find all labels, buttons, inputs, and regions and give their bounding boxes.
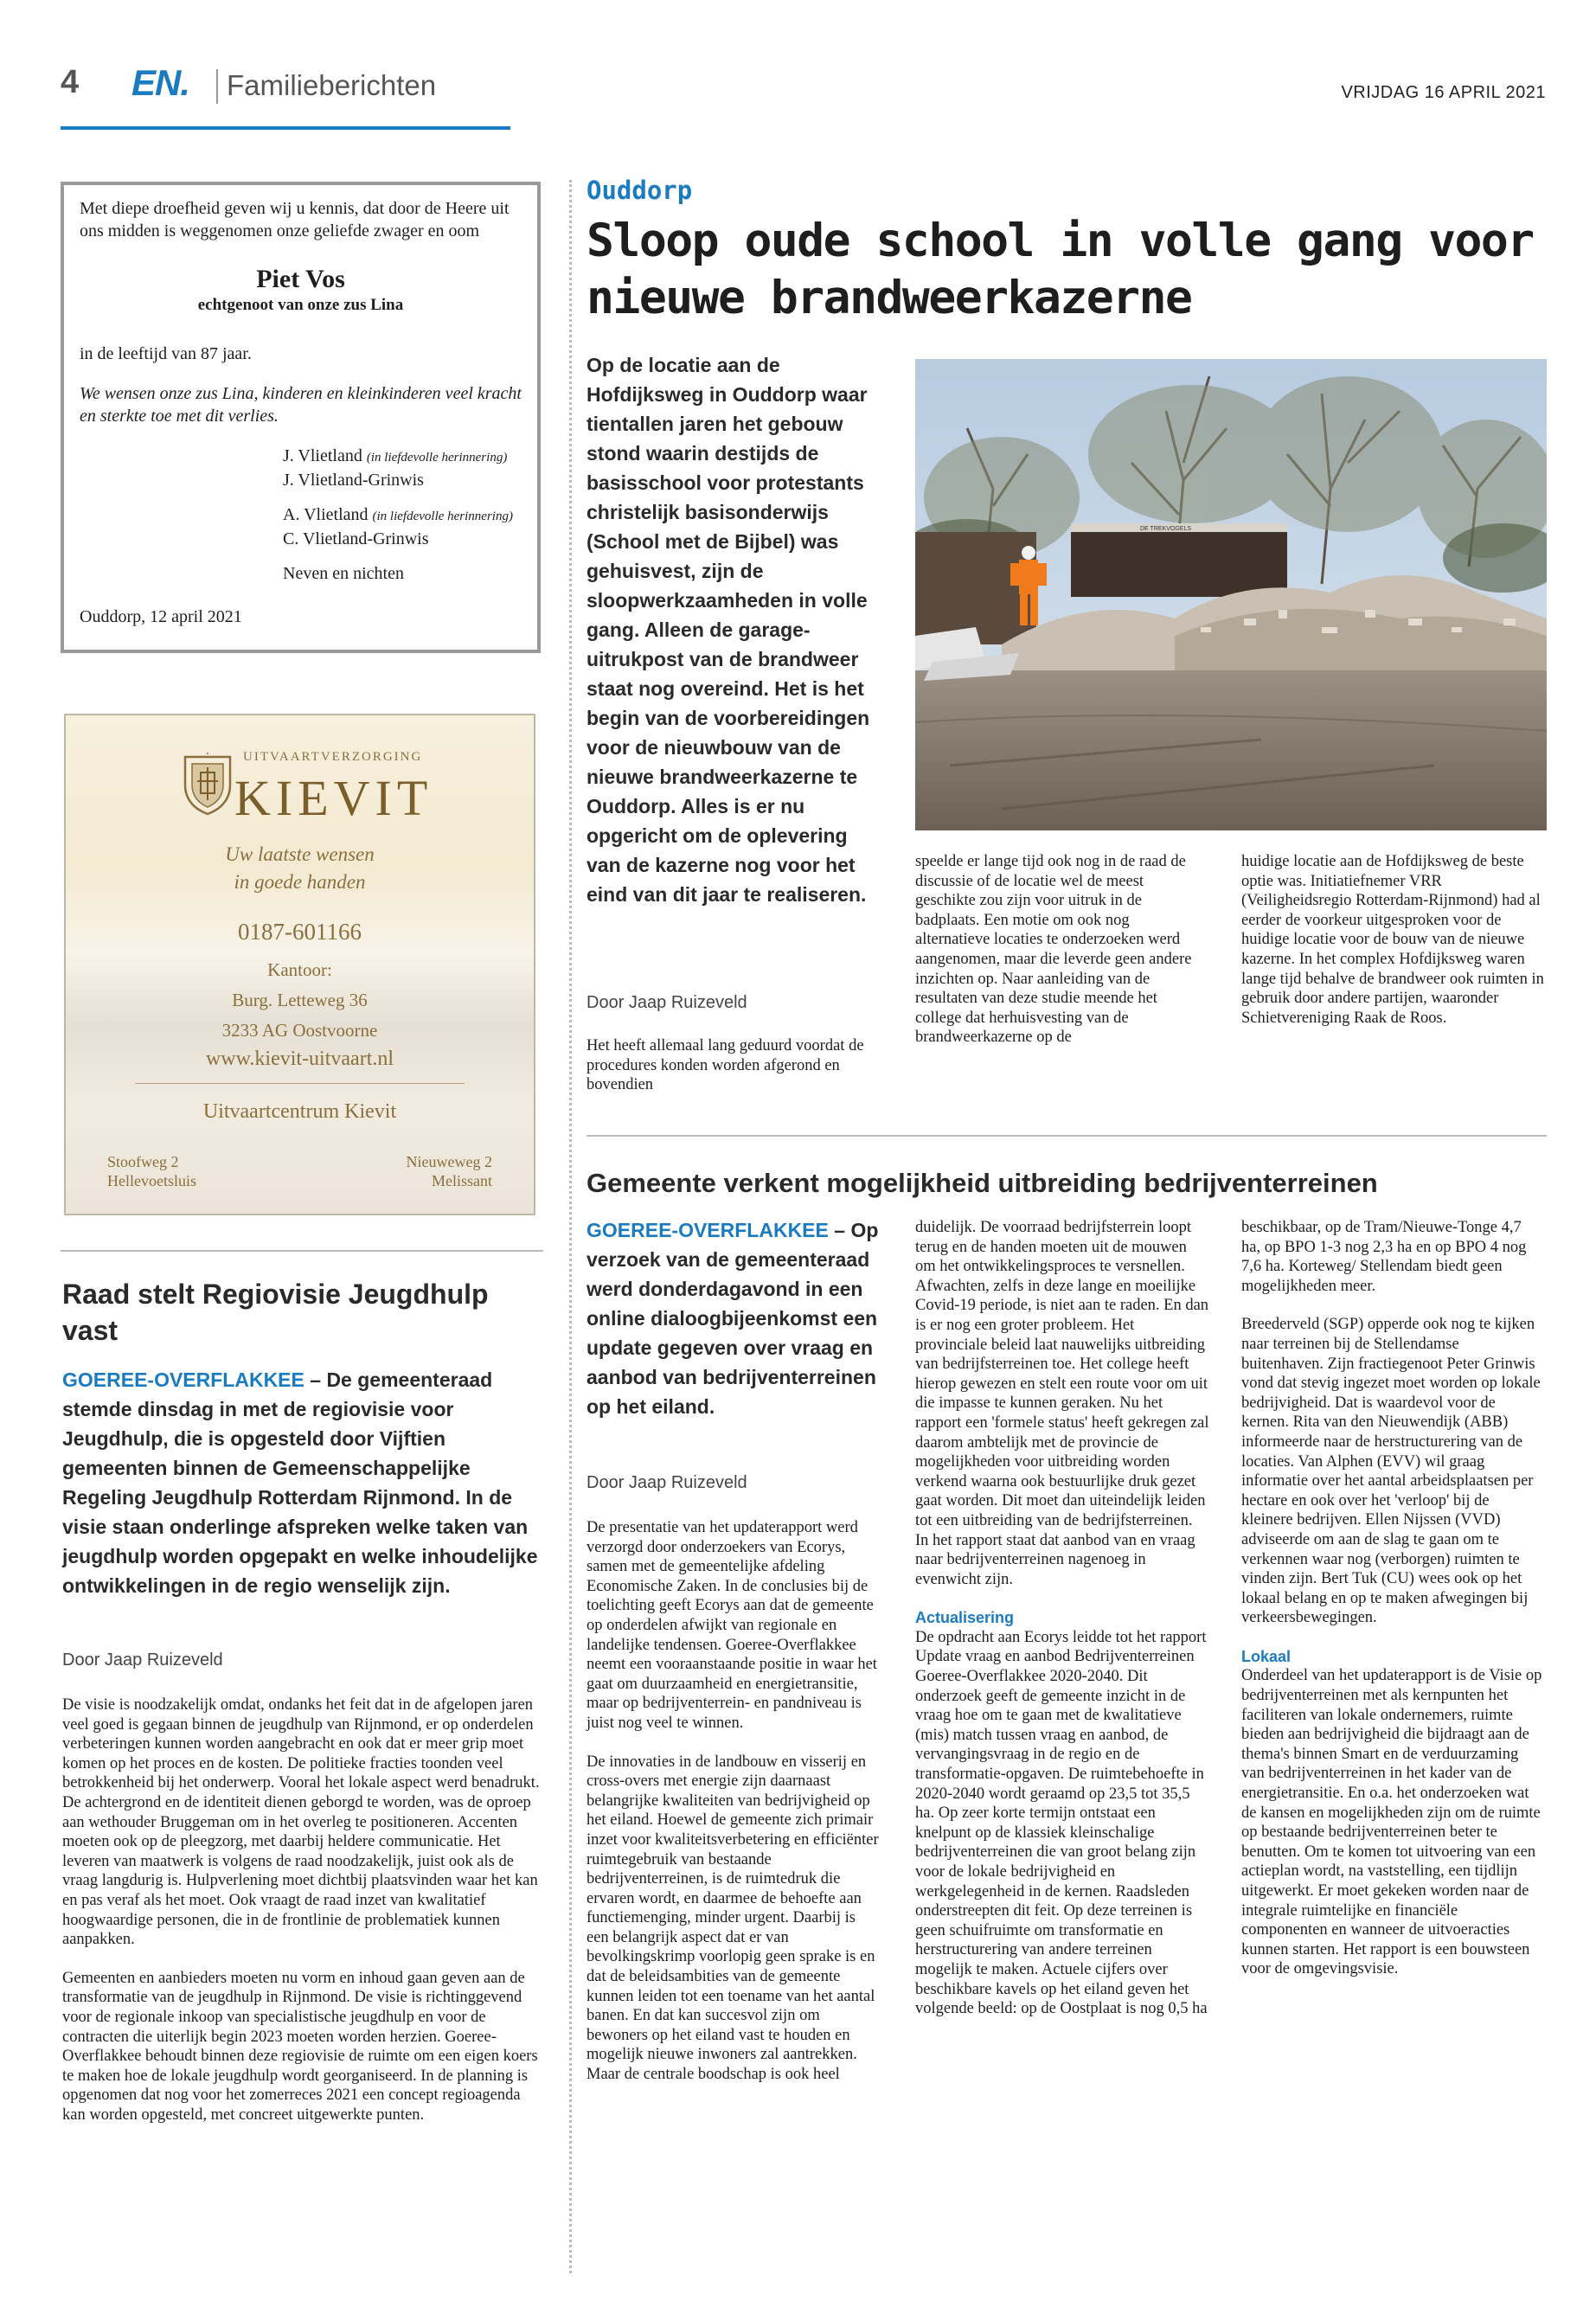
ad-street: Burg. Letteweg 36 — [232, 990, 368, 1010]
article-rule — [586, 1135, 1547, 1137]
article-subhead: Lokaal — [1241, 1647, 1292, 1665]
obituary-wish: We wensen onze zus Lina, kinderen en kleinkinderen veel kracht en sterkte toe met dit verlies. — [80, 384, 522, 426]
obituary-spouse: echtgenoot van onze zus Lina — [197, 296, 404, 314]
demolition-photo — [915, 359, 1547, 830]
crest-icon — [180, 752, 235, 816]
article-lead-text: – De gemeenteraad stemde dinsdag in met de regiovisie voor Jeugdhulp, die is opgesteld door Vijftien gemeenten binnen de Gemeenschappelijke Regeling Jeugdhulp Rotterdam Rijnmond. In de visie staan onderlinge afspreken welke taken van jeugdhulp worden opgepakt en welke inhoudelijke ontwikkelingen in de regio wenselijk zijn. — [62, 1368, 538, 1597]
article-column: huidige locatie aan de Hofdijksweg de beste optie was. Initiatiefnemer VRR (Veiligheidsregio Rotterdam-Rijnmond) had al eerder de voorkeur uitgesproken voor de huidige locatie voor de bouw van de nieuwe kazerne. In het complex Hofdijksweg waren lange tijd behalve de brandweer ook ruimten in gebruik door andere partijen, waaronder Schietvereniging Raak de Roos. — [1241, 853, 1544, 1027]
family-member: A. Vlietland (in liefdevolle herinnering) — [283, 505, 513, 524]
page-number: 4 — [61, 64, 80, 100]
ad-brand-name: KIEVIT — [234, 770, 433, 826]
newspaper-logo: EN. — [131, 62, 190, 103]
article-paragraph: De presentatie van het updaterapport werd verzorgd door onderzoekers van Ecorys, samen met de gemeentelijke afdeling Economische Zaken. In de conclusies bij de toelichting geeft Ecorys aan dat de gemeente op onderdelen afwijkt van regionale en landelijke tendensen. Goeree-Overflakkee neemt een vooraanstaande positie in waar het gaat om duurzaamheid en energietransitie, maar op bedrijventerrein- en pandniveau is juist nog veel te winnen. — [586, 1519, 877, 1732]
article-lead-text: – Op verzoek van de gemeenteraad werd donderdagavond in een online dialoogbijeenkomst een update gegeven over vraag en aanbod van bedrijventerreinen op het eiland. — [586, 1219, 879, 1418]
article-column: Het heeft allemaal lang geduurd voordat de procedures konden worden afgerond en bovendien — [586, 1037, 864, 1094]
article-kicker: GOEREE-OVERFLAKKEE — [586, 1219, 829, 1241]
article-paragraph: beschikbaar, op de Tram/Nieuwe-Tonge 4,7 ha, op BPO 1-3 nog 2,3 ha en op BPO 4 nog 7,6 ha. Korteweg/ Stellendam biedt geen mogelijkheden meer. — [1241, 1219, 1527, 1295]
demolition-photo-image — [915, 359, 1547, 830]
building-sign: DE TREKVOGELS — [1140, 526, 1192, 532]
article-column: speelde er lange tijd ook nog in de raad de discussie of de locatie wel de meest geschikte zou zijn voor uitruk in de badplaats. Een motie om ook nog alternatieve locaties te onderzoeken werd aangenomen, maar die leverde geen andere inzichten op. Naar aanleiding van de resultaten van deze studie meende het college dat herhuisvesting van de brandweerkazerne op de — [915, 853, 1192, 1047]
ad-center-name: Uitvaartcentrum Kievit — [202, 1100, 397, 1123]
ad-subtitle: UITVAARTVERZORGING — [243, 750, 423, 764]
article-paragraph: Gemeenten en aanbieders moeten nu vorm en inhoud gaan geven aan de transformatie van de jeugdhulp in Rijnmond. De visie is richtinggevend voor de regionale inkoop van specialistische jeugdhulp en voor de contracten die uiterlijk begin 2023 moeten worden herzien. Goeree-Overflakkee behoudt binnen deze regiovisie de ruimte om een eigen koers te maken hoe de lokale jeugdhulp wordt georganiseerd. In de planning is opgenomen dat nog voor het zomerreces 2021 een concept regioagenda kan worden opgesteld, met concreet uitgewerkte punten. — [62, 1969, 538, 2124]
article-byline: Door Jaap Ruizeveld — [62, 1650, 223, 1670]
article-paragraph: duidelijk. De voorraad bedrijfsterrein loopt terug en de handen moeten uit de mouwen om het ontwikkelingsproces te versnellen. Afwachten, zelfs in deze lange en moeilijke Covid-19 periode, is niet aan te raden. En dan is er nog een groter probleem. Het provinciale beleid laat nauwelijks uitbreiding van bedrijfsterreinen toe. Het college heeft hierop gewezen en stelt een route voor om uit die impasse te kunnen geraken. Nu het rapport een 'formele status' heeft gekregen zal daarom ambtelijk met de provincie de mogelijkheden voor uitbreiding worden verkend waarna ook bestuurlijke druk gezet gaat worden. Dit moet dan uiteindelijk leiden tot een uitbreiding van de bedrijfsterreinen. In het rapport staat dat aanbod van en vraag naar bedrijventerreinen nagenoeg in evenwicht zijn. — [915, 1219, 1209, 1588]
header-rule — [61, 126, 510, 130]
article-body — [62, 1695, 542, 2125]
article-kicker: GOEREE-OVERFLAKKEE — [62, 1368, 304, 1391]
issue-date: VRIJDAG 16 APRIL 2021 — [1341, 83, 1546, 102]
article-lead — [62, 1365, 542, 1600]
ad-location-right: Nieuweweg 2 Melissant — [406, 1153, 492, 1189]
obituary-age: in de leeftijd van 87 jaar. — [80, 344, 252, 363]
article-column — [586, 1518, 881, 2085]
article-headline: Gemeente verkent mogelijkheid uitbreiding bedrijventerreinen — [586, 1168, 1378, 1198]
article-column — [915, 1218, 1209, 2019]
family-member: J. Vlietland-Grinwis — [283, 471, 424, 490]
ad-postal: 3233 AG Oostvoorne — [221, 1020, 378, 1041]
article-byline: Door Jaap Ruizeveld — [586, 993, 747, 1012]
header-separator — [216, 69, 218, 104]
article-subhead: Actualisering — [915, 1609, 1015, 1627]
family-member: Neven en nichten — [283, 564, 404, 583]
article-paragraph: Breederveld (SGP) opperde ook nog te kijken naar terreinen bij de Stellendamse buitenhaven. Zijn fractiegenoot Peter Grinwis vond dat stevig ingezet moet worden op lokale bedrijvigheid. Dat is waardevol voor de kernen. Rita van den Nieuwendijk (ABB) informeerde naar de herstructurering van de locaties. Van Alphen (EVV) wil graag informatie over het aantal arbeidsplaatsen per hectare en ook over het 'verloop' bij de kleinere bedrijven. Ellen Nijssen (VVD) adviseerde om aan de slag te gaan om te verkennen waar nog (verborgen) ruimten te vinden zijn. Bert Tuk (CU) wees ook op het lokaal belang en op te maken afwegingen bij verkeersbewegingen. — [1241, 1316, 1541, 1627]
section-title: Familieberichten — [227, 69, 437, 101]
obituary-name: Piet Vos — [256, 265, 345, 293]
column-divider — [569, 180, 572, 2273]
obituary-place-date: Ouddorp, 12 april 2021 — [80, 607, 242, 626]
article-rule — [61, 1250, 543, 1252]
ad-location-left: Stoofweg 2 Hellevoetsluis — [107, 1153, 196, 1189]
article-headline: Raad stelt Regiovisie Jeugdhulp vast — [62, 1279, 489, 1346]
ad-slogan-line2: in goede handen — [234, 871, 366, 893]
article-column — [1241, 1218, 1544, 1979]
article-paragraph: Onderdeel van het updaterapport is de Visie op bedrijventerreinen met als kernpunten het faciliteren van lokale ondernemers, ruimte bieden aan bedrijvigheid die bijdraagt aan de thema's binnen Smart en de verduurzaming van bedrijventerreinen in het kader van de energietransitie. En o.a. het onderzoeken wat de kansen en mogelijkheden zijn om de ruimte op bestaande bedrijventerreinen beter te benutten. Om te komen tot uitvoering van een actieplan wordt, na vaststelling, een tijdlijn uitgewerkt. Er moet gekeken worden naar de integrale ruimtelijke en financiële componenten en wanneer de uitvoeracties kunnen starten. Het rapport is een bouwsteen voor de omgevingsvisie. — [1241, 1667, 1542, 1978]
article-paragraph: De innovaties in de landbouw en visserij en cross-overs met energie zijn daarnaast belangrijke kwaliteiten van bedrijvigheid op het eiland. Hoewel de gemeente zich primair inzet voor kwaliteitsverbetering en efficiënter ruimtegebruik van bestaande bedrijventerreinen, is de ruimtedruk die ervaren wordt, en daarmee de behoefte aan functiemenging, minder urgent. Daarbij is een belangrijk aspect dat er van bevolkingskrimp voorlopig geen sprake is en dat de beleidsambities van de gemeente kunnen leiden tot een toename van het aantal banen. En dat kan succesvol zijn om bewoners op het eiland vast te houden en mogelijk nieuwe inwoners zal aantrekken. Maar de centrale boodschap is ook heel — [586, 1753, 879, 2084]
article-headline: Sloop oude school in volle gang voor nieuwe brandweerkazerne — [586, 215, 1534, 324]
article-paragraph: De opdracht aan Ecorys leidde tot het rapport Update vraag en aanbod Bedrijventerreinen Goeree-Overflakkee 2020-2040. Dit onderzoek geeft de gemeente inzicht in de vraag hoe om te gaan met de kwalitatieve (mis) match tussen vraag en aanbod, de vervangingsvraag in de regio en de transformatie-opgaven. De ruimtebehoefte in 2020-2040 wordt geraamd op 23,5 tot 35,5 ha. Op zeer korte termijn ontstaat een knelpunt op de klassiek kleinschalige bedrijventerreinen die van groot belang zijn voor de lokale bedrijvigheid en werkgelegenheid in de kernen. Raadsleden onderstreepten dit feit. Op deze terreinen is geen schuifruimte om transformatie en herstructurering van andere terreinen mogelijk te maken. Actuele cijfers over beschikbare kavels op het eiland geven het volgende beeld: op de Oostplaat is nog 0,5 ha — [915, 1628, 1208, 2018]
article-lead: Op de locatie aan de Hofdijksweg in Ouddorp waar tientallen jaren het gebouw stond waarin destijds de basisschool voor protestants christelijk basisonderwijs (School met de Bijbel) was gehuisvest, zijn de sloopwerkzaamheden in volle gang. Alleen de garage-uitrukpost van de brandweer staat nog overeind. Het is het begin van de voorbereidingen voor de nieuwbouw van de nieuwe brandweerkazerne te Ouddorp. Alles is er nu opgericht om de oplevering van de kazerne nog voor het eind van dit jaar te realiseren. — [586, 354, 870, 906]
ad-slogan-line1: Uw laatste wensen — [225, 843, 375, 865]
family-member: C. Vlietland-Grinwis — [283, 529, 429, 548]
obituary-intro: Met diepe droefheid geven wij u kennis, dat door de Heere uit ons midden is weggenomen onze geliefde zwager en oom — [80, 199, 510, 240]
ad-divider — [135, 1083, 465, 1084]
obituary-box — [61, 182, 541, 653]
ad-website[interactable]: www.kievit-uitvaart.nl — [205, 1048, 394, 1070]
family-member: J. Vlietland (in liefdevolle herinnering) — [283, 446, 508, 465]
article-kicker: Ouddorp — [586, 176, 693, 205]
obituary-family — [283, 445, 522, 585]
ad-office-label: Kantoor: — [267, 959, 332, 980]
article-lead — [586, 1215, 889, 1421]
funeral-advertisement — [64, 714, 535, 1215]
article-byline: Door Jaap Ruizeveld — [586, 1473, 747, 1492]
ad-phone: 0187-601166 — [238, 919, 362, 945]
article-paragraph: De visie is noodzakelijk omdat, ondanks het feit dat in de afgelopen jaren veel goed is gegaan binnen de jeugdhulp van Rijnmond, er op onderdelen verbeteringen kunnen worden aangebracht en ook dat er meer grip moet komen op het proces en de kosten. De politieke fracties toonden veel betrokkenheid bij het onderwerp. Vooral het lokale aspect werd benadrukt. De achtergrond en de identiteit dienen geborgd te worden, was de oproep aan wethouder Bruggeman om in het overleg te positioneren. Accenten moeten ook op de pleegzorg, met daarbij heldere communicatie. Het leveren van maatwerk is volgens de raad noodzakelijk, juist ook als de vraag langdurig is. Hulpverlening moet dichtbij plaatsvinden waar het kan en pas veraf als het moet. Ook vraagt de raad inzet van kwalitatief hoogwaardige personen, die in de frontlinie de problematiek kunnen aanpakken. — [62, 1696, 540, 1949]
